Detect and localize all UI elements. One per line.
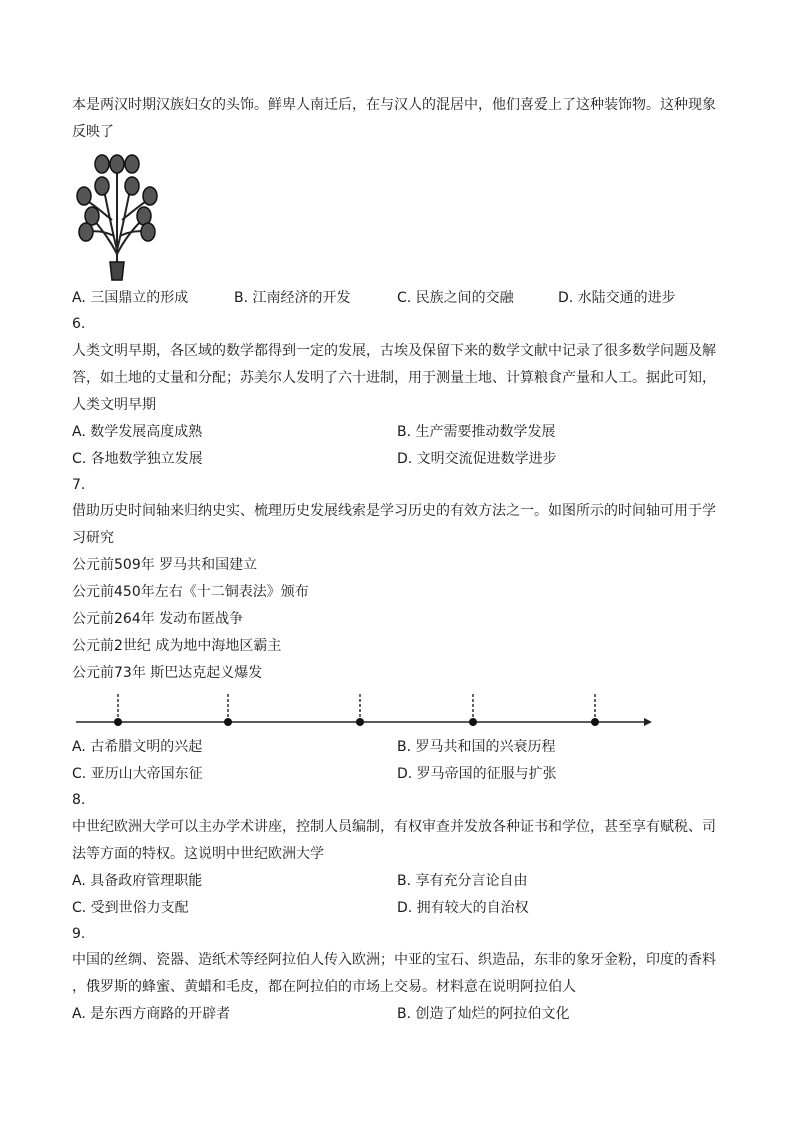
q7-option-c[interactable]: C. 亚历山大帝国东征 <box>72 766 203 782</box>
q6-option-c[interactable]: C. 各地数学独立发展 <box>72 451 203 467</box>
q9-option-a[interactable]: A. 是东西方商路的开辟者 <box>72 1006 231 1022</box>
q7-stem-line1: 借助历史时间轴来归纳史实、梳理历史发展线索是学习历史的有效方法之一。如图所示的时间轴可用于学 <box>72 503 716 519</box>
q8-stem-line1: 中世纪欧洲大学可以主办学术讲座，控制人员编制，有权审查并发放各种证书和学位，甚至享有赋税、司 <box>72 819 716 835</box>
timeline-arrow <box>644 718 652 726</box>
timeline-point-5 <box>591 718 599 726</box>
timeline-point-2 <box>224 718 232 726</box>
q9-number: 9. <box>72 926 86 942</box>
q7-event-3: 公元前264年 发动布匿战争 <box>72 611 244 627</box>
q9-stem-line2: ，俄罗斯的蜂蜜、黄蜡和毛皮，都在阿拉伯的市场上交易。材料意在说明阿拉伯人 <box>72 979 576 995</box>
timeline-point-1 <box>114 718 122 726</box>
q6-stem-line3: 人类文明早期 <box>72 397 156 413</box>
q6-number: 6. <box>72 316 86 332</box>
q5-option-d[interactable]: D. 水陆交通的进步 <box>558 290 676 306</box>
timeline-point-4 <box>469 718 477 726</box>
q7-number: 7. <box>72 477 86 493</box>
q7-event-5: 公元前73年 斯巴达克起义爆发 <box>72 665 263 681</box>
q9-option-b[interactable]: B. 创造了灿烂的阿拉伯文化 <box>397 1006 570 1022</box>
q8-option-c[interactable]: C. 受到世俗力支配 <box>72 900 189 916</box>
q5-stem-line1: 本是两汉时期汉族妇女的头饰。鲜卑人南迁后，在与汉人的混居中，他们喜爱上了这种装饰物。这种现象 <box>72 97 716 113</box>
q6-stem-line1: 人类文明早期，各区域的数学都得到一定的发展，古埃及保留下来的数学文献中记录了很多数学问题及解 <box>72 343 716 359</box>
q9-stem-line1: 中国的丝绸、瓷器、造纸术等经阿拉伯人传入欧洲；中亚的宝石、织造品，东非的象牙金粉，印度的香料 <box>72 952 716 968</box>
q6-option-d[interactable]: D. 文明交流促进数学进步 <box>397 451 557 467</box>
q7-stem-line2: 习研究 <box>72 530 114 546</box>
q5-stem-line2: 反映了 <box>72 124 114 140</box>
q8-option-d[interactable]: D. 拥有较大的自治权 <box>397 900 529 916</box>
q8-option-a[interactable]: A. 具备政府管理职能 <box>72 873 203 889</box>
q8-option-b[interactable]: B. 享有充分言论自由 <box>397 873 528 889</box>
q6-stem-line2: 答，如土地的丈量和分配；苏美尔人发明了六十进制，用于测量土地、计算粮食产量和人工。据此可知， <box>72 370 716 386</box>
q7-option-d[interactable]: D. 罗马帝国的征服与扩张 <box>397 766 557 782</box>
q5-option-b[interactable]: B. 江南经济的开发 <box>234 290 351 306</box>
q7-option-a[interactable]: A. 古希腊文明的兴起 <box>72 739 203 755</box>
q7-event-2: 公元前450年左右《十二铜表法》颁布 <box>72 584 309 600</box>
q8-stem-line2: 法等方面的特权。这说明中世纪欧洲大学 <box>72 846 324 862</box>
q5-option-c[interactable]: C. 民族之间的交融 <box>397 290 514 306</box>
q6-option-a[interactable]: A. 数学发展高度成熟 <box>72 424 203 440</box>
q7-event-1: 公元前509年 罗马共和国建立 <box>72 557 258 573</box>
timeline-diagram <box>72 690 652 730</box>
q5-option-a[interactable]: A. 三国鼎立的形成 <box>72 290 189 306</box>
q6-option-b[interactable]: B. 生产需要推动数学发展 <box>397 424 556 440</box>
buyao-hair-ornament-image <box>72 150 162 282</box>
timeline-point-3 <box>356 718 364 726</box>
q7-event-4: 公元前2世纪 成为地中海地区霸主 <box>72 638 282 654</box>
q8-number: 8. <box>72 792 86 808</box>
q7-option-b[interactable]: B. 罗马共和国的兴衰历程 <box>397 739 556 755</box>
